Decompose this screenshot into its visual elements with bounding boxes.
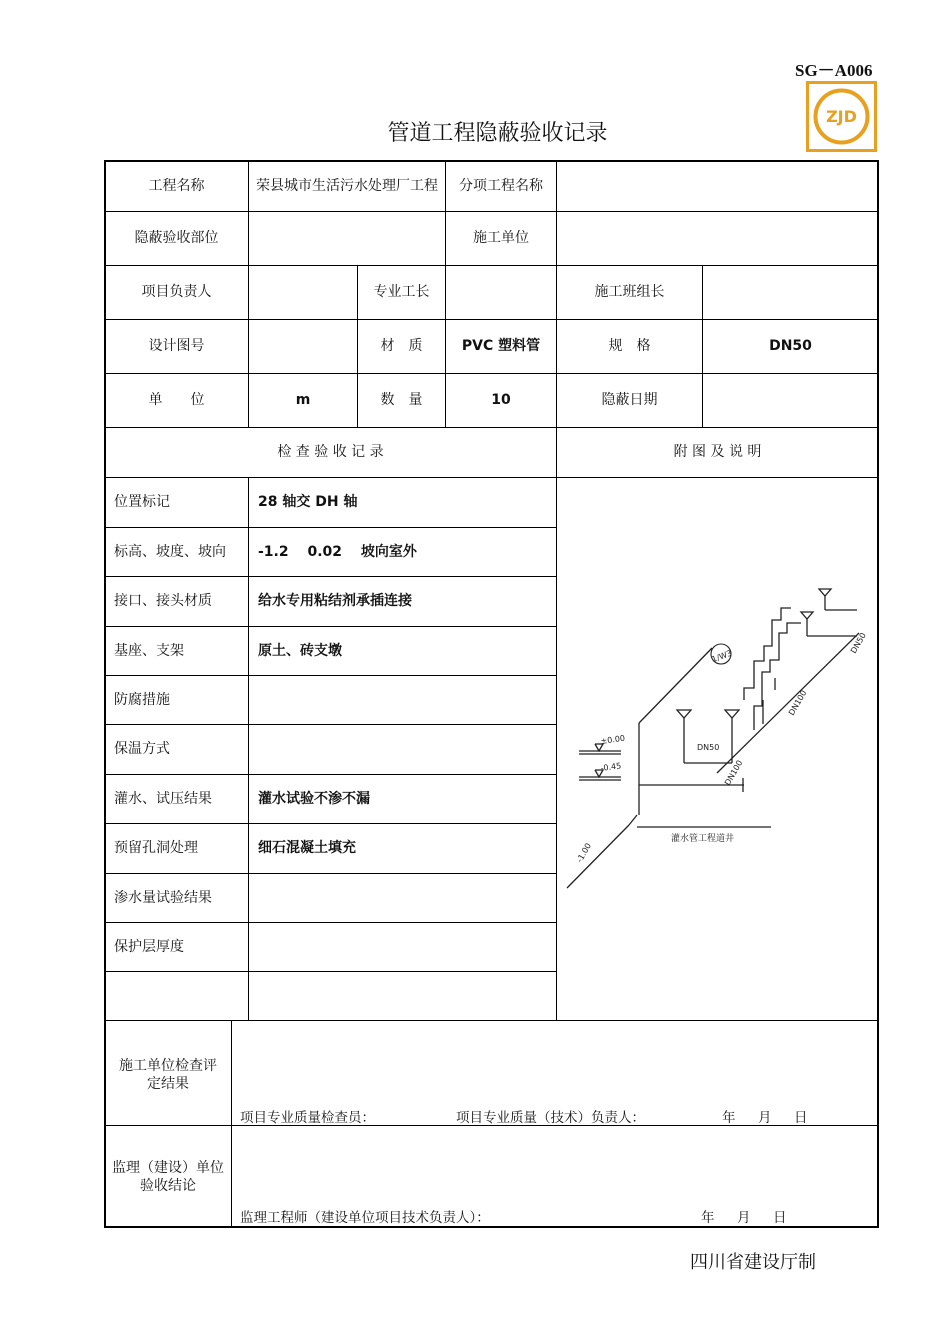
- inspection-label-blank: [105, 972, 248, 1020]
- sub-project-label: 分项工程名称: [459, 177, 543, 194]
- inspection-value-seepage: [249, 874, 556, 922]
- foreman-label: 专业工长: [373, 284, 430, 301]
- inspection-label-seepage: 渗水量试验结果: [114, 889, 212, 906]
- inspector-signature-label: 项目专业质量检查员：: [240, 1110, 375, 1126]
- spec-label: 规 格: [608, 338, 651, 355]
- inspection-value-insulation: [249, 725, 556, 774]
- inspection-label-elevation: 标高、坡度、坡向: [114, 543, 226, 560]
- contractor-day: 日: [794, 1110, 808, 1126]
- unit-value: m: [295, 392, 311, 409]
- supervisor-day: 日: [773, 1210, 787, 1226]
- level-2-label: -1.00: [574, 841, 594, 864]
- drawing-no-value: [249, 320, 357, 373]
- supervisor-year: 年: [701, 1210, 715, 1226]
- supervisor-month: 月: [737, 1210, 751, 1226]
- drawing-header: 附 图 及 说 明: [673, 444, 762, 461]
- diagram-note: 灌水管工程道井: [671, 834, 735, 844]
- contractor-value: [557, 212, 878, 265]
- contractor-section-label: 施工单位检查评定结果: [119, 1057, 217, 1092]
- material-value: PVC 塑料管: [461, 338, 541, 355]
- dn50-mid-label: DN50: [697, 743, 720, 752]
- contractor-month: 月: [758, 1110, 772, 1126]
- page-title: 管道工程隐蔽验收记录: [387, 121, 608, 146]
- inspection-value-holes: 细石混凝土填充: [258, 840, 356, 857]
- inspection-value-anticorrosion: [249, 676, 556, 724]
- level-1-label: -0.45: [600, 761, 622, 773]
- foreman-value: [446, 266, 556, 319]
- inspection-value-position: 28 轴交 DH 轴: [258, 494, 358, 511]
- inspection-label-insulation: 保温方式: [114, 741, 170, 758]
- dn100-upper-label: DN100: [786, 688, 809, 717]
- inspection-label-joint: 接口、接头材质: [114, 593, 212, 610]
- concealed-part-value: [249, 212, 445, 265]
- inspection-label-pressure-test: 灌水、试压结果: [114, 790, 212, 807]
- form-code: SG－A006: [795, 61, 873, 80]
- dn50-top-label: DN50: [848, 631, 868, 655]
- inspection-value-joint: 给水专用粘结剂承插连接: [258, 593, 412, 610]
- riser-label: 1/W3: [710, 648, 734, 665]
- spec-value: DN50: [769, 338, 812, 355]
- team-leader-label: 施工班组长: [594, 284, 665, 301]
- project-name-label: 工程名称: [148, 177, 205, 194]
- inspection-label-anticorrosion: 防腐措施: [114, 691, 170, 708]
- team-leader-value: [703, 266, 878, 319]
- inspection-value-base: 原土、砖支墩: [258, 642, 342, 659]
- tech-lead-signature-label: 项目专业质量（技术）负责人：: [456, 1110, 645, 1126]
- issuer-footer: 四川省建设厅制: [690, 1252, 816, 1273]
- supervisor-section-label: 监理（建设）单位验收结论: [112, 1159, 224, 1194]
- material-label: 材 质: [380, 338, 423, 355]
- project-manager-value: [249, 266, 357, 319]
- project-manager-label: 项目负责人: [141, 284, 212, 301]
- inspection-value-elevation: -1.2 0.02 坡向室外: [258, 543, 417, 560]
- quantity-value: 10: [491, 392, 511, 409]
- inspection-value-cover: [249, 923, 556, 971]
- concealed-part-label: 隐蔽验收部位: [134, 230, 219, 247]
- unit-label: 单 位: [148, 392, 205, 409]
- contractor-year: 年: [722, 1110, 736, 1126]
- engineer-signature-label: 监理工程师（建设单位项目技术负责人）：: [240, 1210, 490, 1226]
- pipe-isometric-diagram: [557, 478, 878, 1020]
- inspection-value-blank: [249, 972, 556, 1020]
- conceal-date-label: 隐蔽日期: [601, 392, 658, 409]
- sub-project-value: [557, 161, 878, 211]
- logo-text: ZJD: [826, 107, 857, 126]
- drawing-no-label: 设计图号: [148, 338, 205, 355]
- inspection-label-position: 位置标记: [114, 494, 170, 511]
- contractor-label: 施工单位: [473, 230, 529, 247]
- project-name-value: 荣县城市生活污水处理厂工程: [256, 177, 438, 194]
- inspection-header: 检 查 验 收 记 录: [277, 444, 384, 461]
- inspection-label-holes: 预留孔洞处理: [114, 840, 198, 857]
- conceal-date-value: [703, 374, 878, 427]
- inspection-value-pressure-test: 灌水试验不渗不漏: [258, 790, 370, 807]
- dn100-lower-label: DN100: [722, 758, 745, 787]
- quantity-label: 数 量: [380, 392, 423, 409]
- level-0-label: ±0.00: [600, 733, 626, 746]
- inspection-label-cover: 保护层厚度: [114, 938, 184, 955]
- inspection-label-base: 基座、支架: [114, 642, 184, 659]
